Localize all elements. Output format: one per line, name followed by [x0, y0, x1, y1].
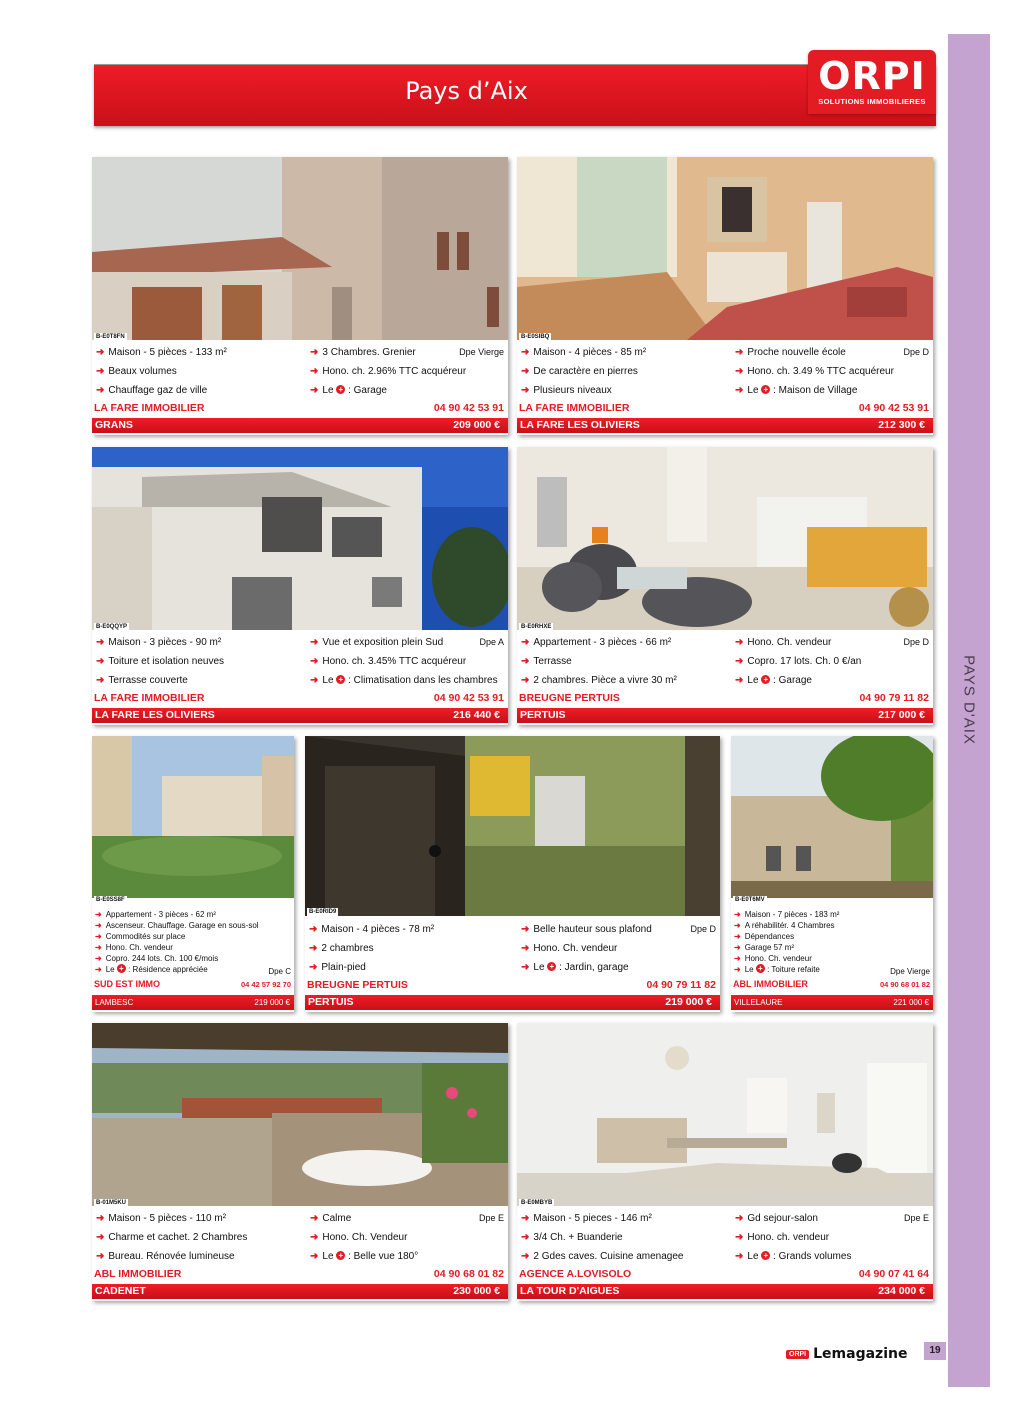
feature-list-right: [310, 633, 498, 690]
property-photo: [305, 736, 720, 916]
price-bar: [305, 995, 720, 1010]
property-photo: [517, 1023, 933, 1206]
city-name: LA FARE LES OLIVIERS: [95, 709, 215, 721]
feature-list-left: [96, 633, 224, 690]
property-photo: [92, 157, 508, 340]
energy-rating: Dpe Vierge: [459, 347, 504, 357]
feature-item: ➜ Copro. 244 lots. Ch. 100 €/mois: [95, 954, 219, 963]
plus-icon: +: [336, 385, 345, 394]
price-bar: [517, 708, 933, 723]
feature-item: ➜ Maison - 7 pièces - 183 m²: [734, 910, 840, 919]
feature-item: ➜ Le + : Jardin, garage: [521, 962, 629, 973]
energy-rating: Dpe D: [690, 924, 716, 934]
listing-card[interactable]: [517, 447, 933, 725]
feature-item: ➜ Plusieurs niveaux: [521, 385, 612, 396]
agency-phone[interactable]: 04 90 42 53 91: [858, 402, 929, 414]
feature-item: ➜ Le + : Résidence appréciée: [95, 964, 208, 974]
listing-card[interactable]: [305, 736, 720, 1012]
logo-tagline: SOLUTIONS IMMOBILIERES: [818, 97, 926, 106]
price-bar: [517, 1284, 933, 1299]
plus-icon: +: [336, 675, 345, 684]
listing-reference: B-E0SIBQ: [521, 334, 550, 340]
listing-card[interactable]: [92, 736, 294, 1012]
agency-phone[interactable]: 04 90 79 11 82: [646, 979, 716, 991]
agency-name: LA FARE IMMOBILIER: [94, 402, 205, 414]
energy-rating: Dpe D: [903, 347, 929, 357]
plus-icon: +: [761, 1251, 770, 1260]
feature-item: ➜ 3/4 Ch. + Buanderie: [521, 1232, 623, 1243]
agency-phone[interactable]: 04 90 68 01 82: [433, 1268, 504, 1280]
magazine-name: Lemagazine: [813, 1346, 908, 1362]
feature-item: ➜ Calme: [310, 1213, 352, 1224]
listing-card[interactable]: [517, 157, 933, 435]
city-name: CADENET: [95, 1285, 146, 1297]
sidebar-label: PAYS D'AIX: [960, 655, 978, 745]
agency-name: LA FARE IMMOBILIER: [519, 402, 630, 414]
property-photo: [517, 447, 933, 630]
feature-list: [734, 909, 839, 975]
feature-list-right: [735, 343, 894, 400]
feature-item: ➜ Toiture et isolation neuves: [96, 656, 225, 667]
feature-item: ➜ Terrasse: [521, 656, 572, 667]
listing-card[interactable]: [92, 447, 508, 725]
agency-name: SUD EST IMMO: [94, 979, 161, 989]
page-number: 19: [924, 1342, 946, 1360]
feature-list-right: [735, 633, 861, 690]
listing-reference: B-E0T6MV: [735, 897, 765, 903]
feature-item: ➜ Maison - 5 pièces - 110 m²: [96, 1213, 227, 1224]
agency-name: BREUGNE PERTUIS: [307, 979, 408, 991]
feature-item: ➜ Le + : Toiture refaite: [734, 964, 820, 974]
feature-item: ➜ Terrasse couverte: [96, 675, 188, 686]
energy-rating: Dpe Vierge: [890, 967, 930, 976]
feature-item: ➜ Gd sejour-salon: [735, 1213, 818, 1224]
feature-list-left: [309, 920, 434, 977]
price: 219 000 €: [665, 996, 712, 1008]
feature-item: ➜ Hono. ch. 3.45% TTC acquéreur: [310, 656, 467, 667]
agency-name: AGENCE A.LOVISOLO: [519, 1268, 632, 1280]
plus-icon: +: [547, 962, 556, 971]
price: 221 000 €: [893, 998, 929, 1007]
agency-name: BREUGNE PERTUIS: [519, 692, 620, 704]
feature-item: ➜ Maison - 4 pièces - 78 m²: [309, 924, 435, 935]
feature-item: ➜ Hono. ch. vendeur: [735, 1232, 830, 1243]
listing-reference: B-E0QQYP: [96, 624, 128, 630]
feature-list: [95, 909, 259, 975]
feature-item: ➜ 2 chambres. Pièce a vivre 30 m²: [521, 675, 677, 686]
listing-reference: B-E0SS8F: [96, 897, 125, 903]
property-photo: [92, 447, 508, 630]
feature-item: ➜ Proche nouvelle école: [735, 347, 846, 358]
agency-name: ABL IMMOBILIER: [733, 979, 808, 989]
feature-item: ➜ Beaux volumes: [96, 366, 177, 377]
plus-icon: +: [756, 964, 765, 973]
price: 209 000 €: [453, 419, 500, 431]
agency-name: LA FARE IMMOBILIER: [94, 692, 205, 704]
feature-item: ➜ Maison - 5 pieces - 146 m²: [521, 1213, 652, 1224]
feature-item: ➜ Hono. Ch. vendeur: [521, 943, 618, 954]
feature-item: ➜ Plain-pied: [309, 962, 366, 973]
price: 219 000 €: [254, 998, 290, 1007]
feature-item: ➜ Le + : Climatisation dans les chambres: [310, 675, 498, 686]
energy-rating: Dpe E: [903, 1213, 929, 1223]
feature-item: ➜ Hono. Ch. vendeur: [734, 954, 812, 963]
city-name: PERTUIS: [308, 996, 354, 1008]
feature-item: ➜ 3 Chambres. Grenier: [310, 347, 416, 358]
magazine-footer: [786, 1344, 907, 1364]
city-name: GRANS: [95, 419, 133, 431]
plus-icon: +: [336, 1251, 345, 1260]
plus-icon: +: [761, 385, 770, 394]
feature-list-left: [521, 343, 646, 400]
agency-phone[interactable]: 04 90 68 01 82: [879, 980, 930, 989]
price-bar: [731, 995, 933, 1010]
page-title: Pays d’Aix: [405, 77, 528, 105]
city-name: PERTUIS: [520, 709, 566, 721]
listing-card[interactable]: [517, 1023, 933, 1301]
feature-item: ➜ Le + : Garage: [310, 385, 387, 396]
feature-list-left: [521, 1209, 683, 1266]
feature-item: ➜ Maison - 5 pièces - 133 m²: [96, 347, 227, 358]
price: 234 000 €: [878, 1285, 925, 1297]
agency-phone[interactable]: 04 90 07 41 64: [858, 1268, 929, 1280]
feature-item: ➜ Le + : Grands volumes: [735, 1251, 852, 1262]
listing-reference: B-01M5KU: [96, 1200, 127, 1206]
listing-reference: B-E0MBYB: [521, 1200, 553, 1206]
price-bar: [517, 418, 933, 433]
city-name: LA FARE LES OLIVIERS: [520, 419, 640, 431]
price: 217 000 €: [878, 709, 925, 721]
feature-item: ➜ Hono. ch. 2.96% TTC acquéreur: [310, 366, 467, 377]
feature-list-right: [310, 343, 466, 400]
price-bar: [92, 1284, 508, 1299]
feature-item: ➜ Le + : Belle vue 180°: [310, 1251, 419, 1262]
property-photo: [92, 1023, 508, 1206]
listing-reference: B-E0RID9: [309, 909, 337, 915]
city-name: LA TOUR D'AIGUES: [520, 1285, 620, 1297]
feature-item: ➜ Maison - 4 pièces - 85 m²: [521, 347, 647, 358]
feature-item: ➜ Hono. Ch. Vendeur: [310, 1232, 408, 1243]
feature-item: ➜ Chauffage gaz de ville: [96, 385, 208, 396]
price-bar: [92, 708, 508, 723]
agency-phone[interactable]: 04 90 42 53 91: [433, 402, 504, 414]
listing-reference: B-E0RHXE: [521, 624, 552, 630]
feature-item: ➜ A réhabilitér. 4 Chambres: [734, 921, 835, 930]
price: 230 000 €: [453, 1285, 500, 1297]
feature-item: ➜ Bureau. Rénovée lumineuse: [96, 1251, 235, 1262]
agency-name: ABL IMMOBILIER: [94, 1268, 182, 1280]
orpi-small-logo: ORPI: [786, 1350, 809, 1359]
price-bar: [92, 418, 508, 433]
listing-card[interactable]: [731, 736, 933, 1012]
feature-item: ➜ Charme et cachet. 2 Chambres: [96, 1232, 248, 1243]
feature-item: ➜ 2 chambres: [309, 943, 374, 954]
feature-list-left: [96, 1209, 247, 1266]
feature-item: ➜ Garage 57 m²: [734, 943, 795, 952]
feature-item: ➜ Vue et exposition plein Sud: [310, 637, 444, 648]
property-photo: [517, 157, 933, 340]
agency-phone[interactable]: 04 42 57 92 70: [240, 980, 291, 989]
energy-rating: Dpe E: [478, 1213, 504, 1223]
logo-wordmark: ORPI: [818, 54, 926, 98]
feature-item: ➜ 2 Gdes caves. Cuisine amenagee: [521, 1251, 684, 1262]
feature-item: ➜ Le + : Maison de Village: [735, 385, 858, 396]
feature-item: ➜ Commodités sur place: [95, 932, 186, 941]
feature-item: ➜ De caractère en pierres: [521, 366, 638, 377]
feature-item: ➜ Belle hauteur sous plafond: [521, 924, 652, 935]
feature-list-right: [310, 1209, 418, 1266]
price-bar: [92, 995, 294, 1010]
city-name: VILLELAURE: [734, 998, 783, 1007]
price: 216 440 €: [453, 709, 500, 721]
feature-list-right: [735, 1209, 851, 1266]
orpi-logo: [808, 50, 936, 114]
feature-item: ➜ Ascenseur. Chauffage. Garage en sous-sol: [95, 921, 259, 930]
feature-item: ➜ Hono. Ch. vendeur: [735, 637, 832, 648]
energy-rating: Dpe A: [479, 637, 504, 647]
energy-rating: Dpe C: [268, 967, 291, 976]
property-photo: [92, 736, 294, 898]
feature-list-right: [521, 920, 652, 977]
feature-item: ➜ Appartement - 3 pièces - 66 m²: [521, 637, 672, 648]
feature-item: ➜ Copro. 17 lots. Ch. 0 €/an: [735, 656, 862, 667]
feature-list-left: [521, 633, 677, 690]
feature-list-left: [96, 343, 227, 400]
agency-phone[interactable]: 04 90 79 11 82: [859, 692, 929, 704]
feature-item: ➜ Appartement - 3 pièces - 62 m²: [95, 910, 216, 919]
agency-phone[interactable]: 04 90 42 53 91: [433, 692, 504, 704]
energy-rating: Dpe D: [903, 637, 929, 647]
feature-item: ➜ Maison - 3 pièces - 90 m²: [96, 637, 222, 648]
feature-item: ➜ Hono. Ch. vendeur: [95, 943, 173, 952]
feature-item: ➜ Dépendances: [734, 932, 795, 941]
price: 212 300 €: [878, 419, 925, 431]
plus-icon: +: [761, 675, 770, 684]
listing-card[interactable]: [92, 1023, 508, 1301]
property-photo: [731, 736, 933, 898]
feature-item: ➜ Hono. ch. 3.49 % TTC acquéreur: [735, 366, 894, 377]
feature-item: ➜ Le + : Garage: [735, 675, 812, 686]
city-name: LAMBESC: [95, 998, 134, 1007]
listing-reference: B-E0T8FN: [96, 334, 125, 340]
listing-card[interactable]: [92, 157, 508, 435]
plus-icon: +: [117, 964, 126, 973]
